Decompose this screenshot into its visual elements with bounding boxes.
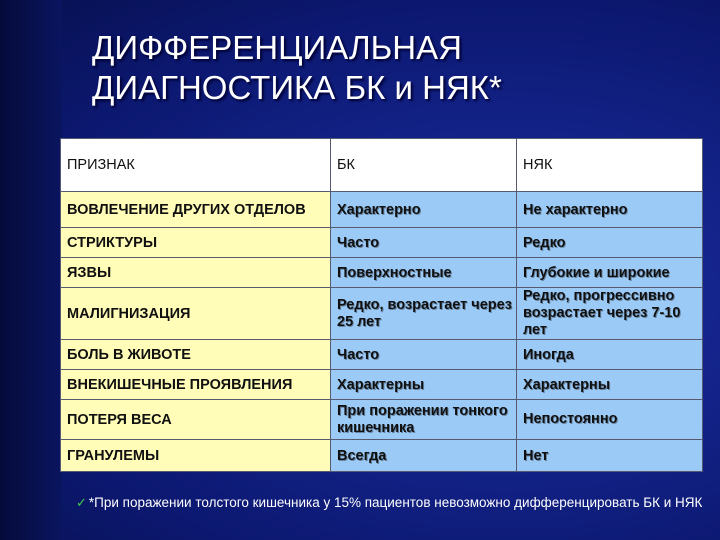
row-feature-cell: ПОТЕРЯ ВЕСА [61,400,331,440]
row-nyak-cell: Непостоянно [517,400,703,440]
row-bk-cell: Редко, возрастает через 25 лет [331,288,517,340]
row-feature-cell: ГРАНУЛЕМЫ [61,440,331,472]
table-row [61,258,703,288]
row-bk-cell: Часто [331,340,517,370]
row-feature-cell: ВНЕКИШЕЧНЫЕ ПРОЯВЛЕНИЯ [61,370,331,400]
table-row [61,228,703,258]
left-decor-strip [0,0,62,540]
row-nyak-cell: Редко, прогрессивно возрастает через 7-10 лет [517,288,703,340]
header-cell-feature: ПРИЗНАК [61,139,331,192]
row-feature-cell: ЯЗВЫ [61,258,331,288]
table-row [61,440,703,472]
footnote [76,493,716,513]
row-feature-cell: БОЛЬ В ЖИВОТЕ [61,340,331,370]
row-feature-cell: ВОВЛЕЧЕНИЕ ДРУГИХ ОТДЕЛОВ [61,192,331,228]
table-row [61,370,703,400]
row-feature-cell: СТРИКТУРЫ [61,228,331,258]
row-bk-cell: Характерны [331,370,517,400]
title-line-1: ДИФФЕРЕНЦИАЛЬНАЯ [92,29,462,66]
row-bk-cell: Всегда [331,440,517,472]
title-line-2: ДИАГНОСТИКА БК и НЯК* [92,69,502,106]
row-nyak-cell: Редко [517,228,703,258]
diagnosis-table [60,138,703,472]
table-row [61,400,703,440]
table-row [61,340,703,370]
table-row [61,192,703,228]
row-nyak-cell: Иногда [517,340,703,370]
footnote-text: *При поражении толстого кишечника у 15% пациентов невозможно дифференцировать БК и НЯК [88,495,703,510]
row-nyak-cell: Не характерно [517,192,703,228]
row-bk-cell: При поражении тонкого кишечника [331,400,517,440]
header-cell-nyak: НЯК [517,139,703,192]
row-nyak-cell: Глубокие и широкие [517,258,703,288]
row-feature-cell: МАЛИГНИЗАЦИЯ [61,288,331,340]
checkmark-icon: ✓ [76,495,87,510]
row-nyak-cell: Характерны [517,370,703,400]
row-nyak-cell: Нет [517,440,703,472]
slide-title [92,28,692,108]
table-row [61,288,703,340]
table-header-row [61,139,703,192]
header-cell-bk: БК [331,139,517,192]
row-bk-cell: Характерно [331,192,517,228]
row-bk-cell: Часто [331,228,517,258]
row-bk-cell: Поверхностные [331,258,517,288]
